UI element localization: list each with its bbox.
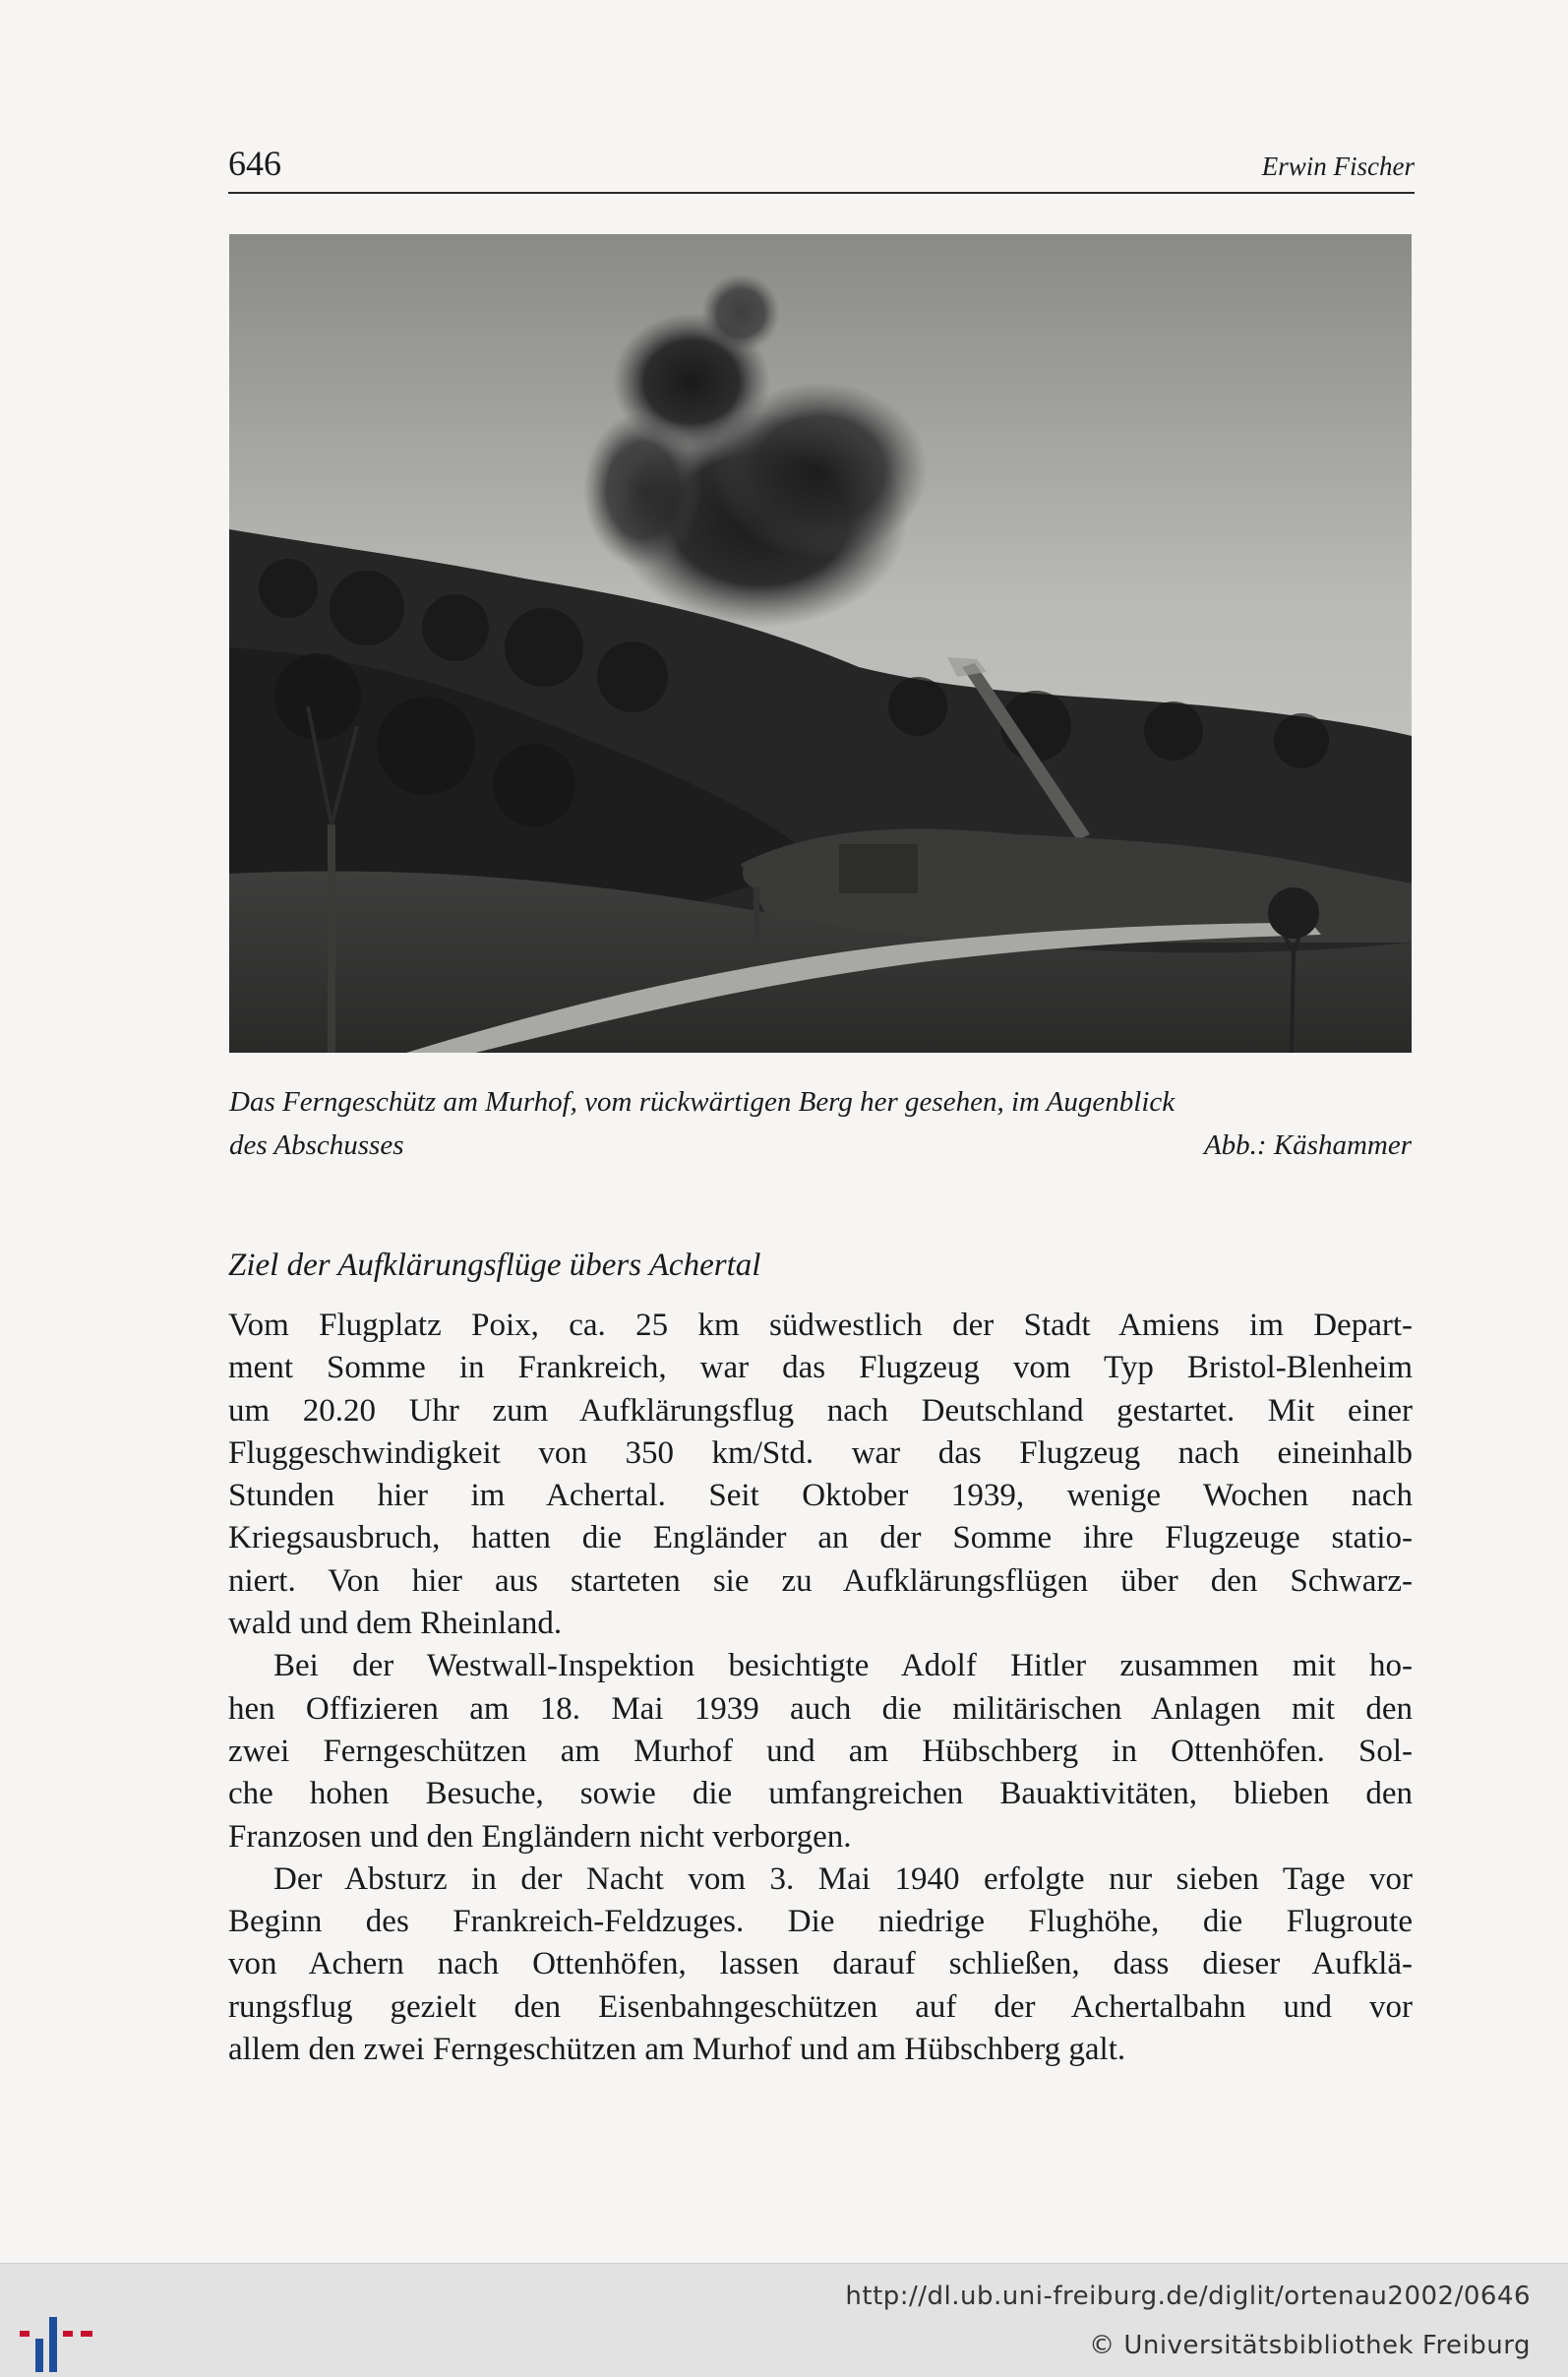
copyright-notice: © Universitätsbibliothek Freiburg [1089, 2331, 1531, 2360]
caption-line-1: Das Ferngeschütz am Murhof, vom rückwärtigen Berg her gesehen, im Augenblick [229, 1086, 1176, 1118]
body-line: wald und dem Rheinland. [228, 1606, 563, 1642]
page-number: 646 [228, 144, 281, 183]
body-line: Kriegsausbruch, hatten die Engländer an der Somme ihre Flugzeuge statio- [228, 1520, 1413, 1556]
library-footer [0, 2263, 1568, 2377]
source-url-link[interactable]: http://dl.ub.uni-freiburg.de/diglit/ortenau2002/0646 [845, 2282, 1531, 2311]
body-line: Stunden hier im Achertal. Seit Oktober 1939, wenige Wochen nach [228, 1478, 1413, 1514]
body-line: Fluggeschwindigkeit von 350 km/Std. war das Flugzeug nach eineinhalb [228, 1434, 1413, 1471]
body-line: che hohen Besuche, sowie die umfangreichen Bauaktivitäten, blieben den [228, 1776, 1413, 1812]
body-line: allem den zwei Ferngeschützen am Murhof und am Hübschberg galt. [228, 2032, 1126, 2068]
body-line: von Achern nach Ottenhöfen, lassen darauf schließen, dass dieser Aufklä- [228, 1946, 1413, 1982]
running-head [228, 141, 1415, 194]
image-credit: Abb.: Käshammer [1203, 1129, 1412, 1161]
body-line: rungsflug gezielt den Eisenbahngeschützen auf der Achertalbahn und vor [228, 1988, 1413, 2025]
ub-freiburg-logo-icon [20, 2317, 98, 2372]
body-line: Franzosen und den Engländern nicht verborgen. [228, 1818, 852, 1855]
body-line: Vom Flugplatz Poix, ca. 25 km südwestlich der Stadt Amiens im Depart- [228, 1308, 1413, 1343]
body-line: Der Absturz in der Nacht vom 3. Mai 1940 erfolgte nur sieben Tage vor [273, 1860, 1413, 1897]
body-line: niert. Von hier aus starteten sie zu Aufklärungsflügen über den Schwarz- [228, 1562, 1413, 1599]
body-text [228, 1305, 1413, 2071]
body-line: hen Offizieren am 18. Mai 1939 auch die militärischen Anlagen mit den [228, 1690, 1413, 1727]
caption-line-2 [229, 1124, 1412, 1167]
photograph [229, 234, 1412, 1053]
body-line: um 20.20 Uhr zum Aufklärungsflug nach Deutschland gestartet. Mit einer [228, 1392, 1413, 1429]
caption-text: des Abschusses [229, 1129, 404, 1161]
section-heading: Ziel der Aufklärungsflüge übers Achertal [228, 1248, 761, 1283]
body-line: Beginn des Frankreich-Feldzuges. Die niedrige Flughöhe, die Flugroute [228, 1904, 1413, 1940]
body-line: Bei der Westwall-Inspektion besichtigte Adolf Hitler zusammen mit ho- [273, 1648, 1413, 1684]
running-head-author: Erwin Fischer [1261, 152, 1415, 181]
body-line: ment Somme in Frankreich, war das Flugzeug vom Typ Bristol-Blenheim [228, 1350, 1413, 1386]
figure-caption [229, 1080, 1412, 1167]
photo-gun-firing [229, 234, 1412, 1053]
body-line: zwei Ferngeschützen am Murhof und am Hübschberg in Ottenhöfen. Sol- [228, 1733, 1413, 1769]
